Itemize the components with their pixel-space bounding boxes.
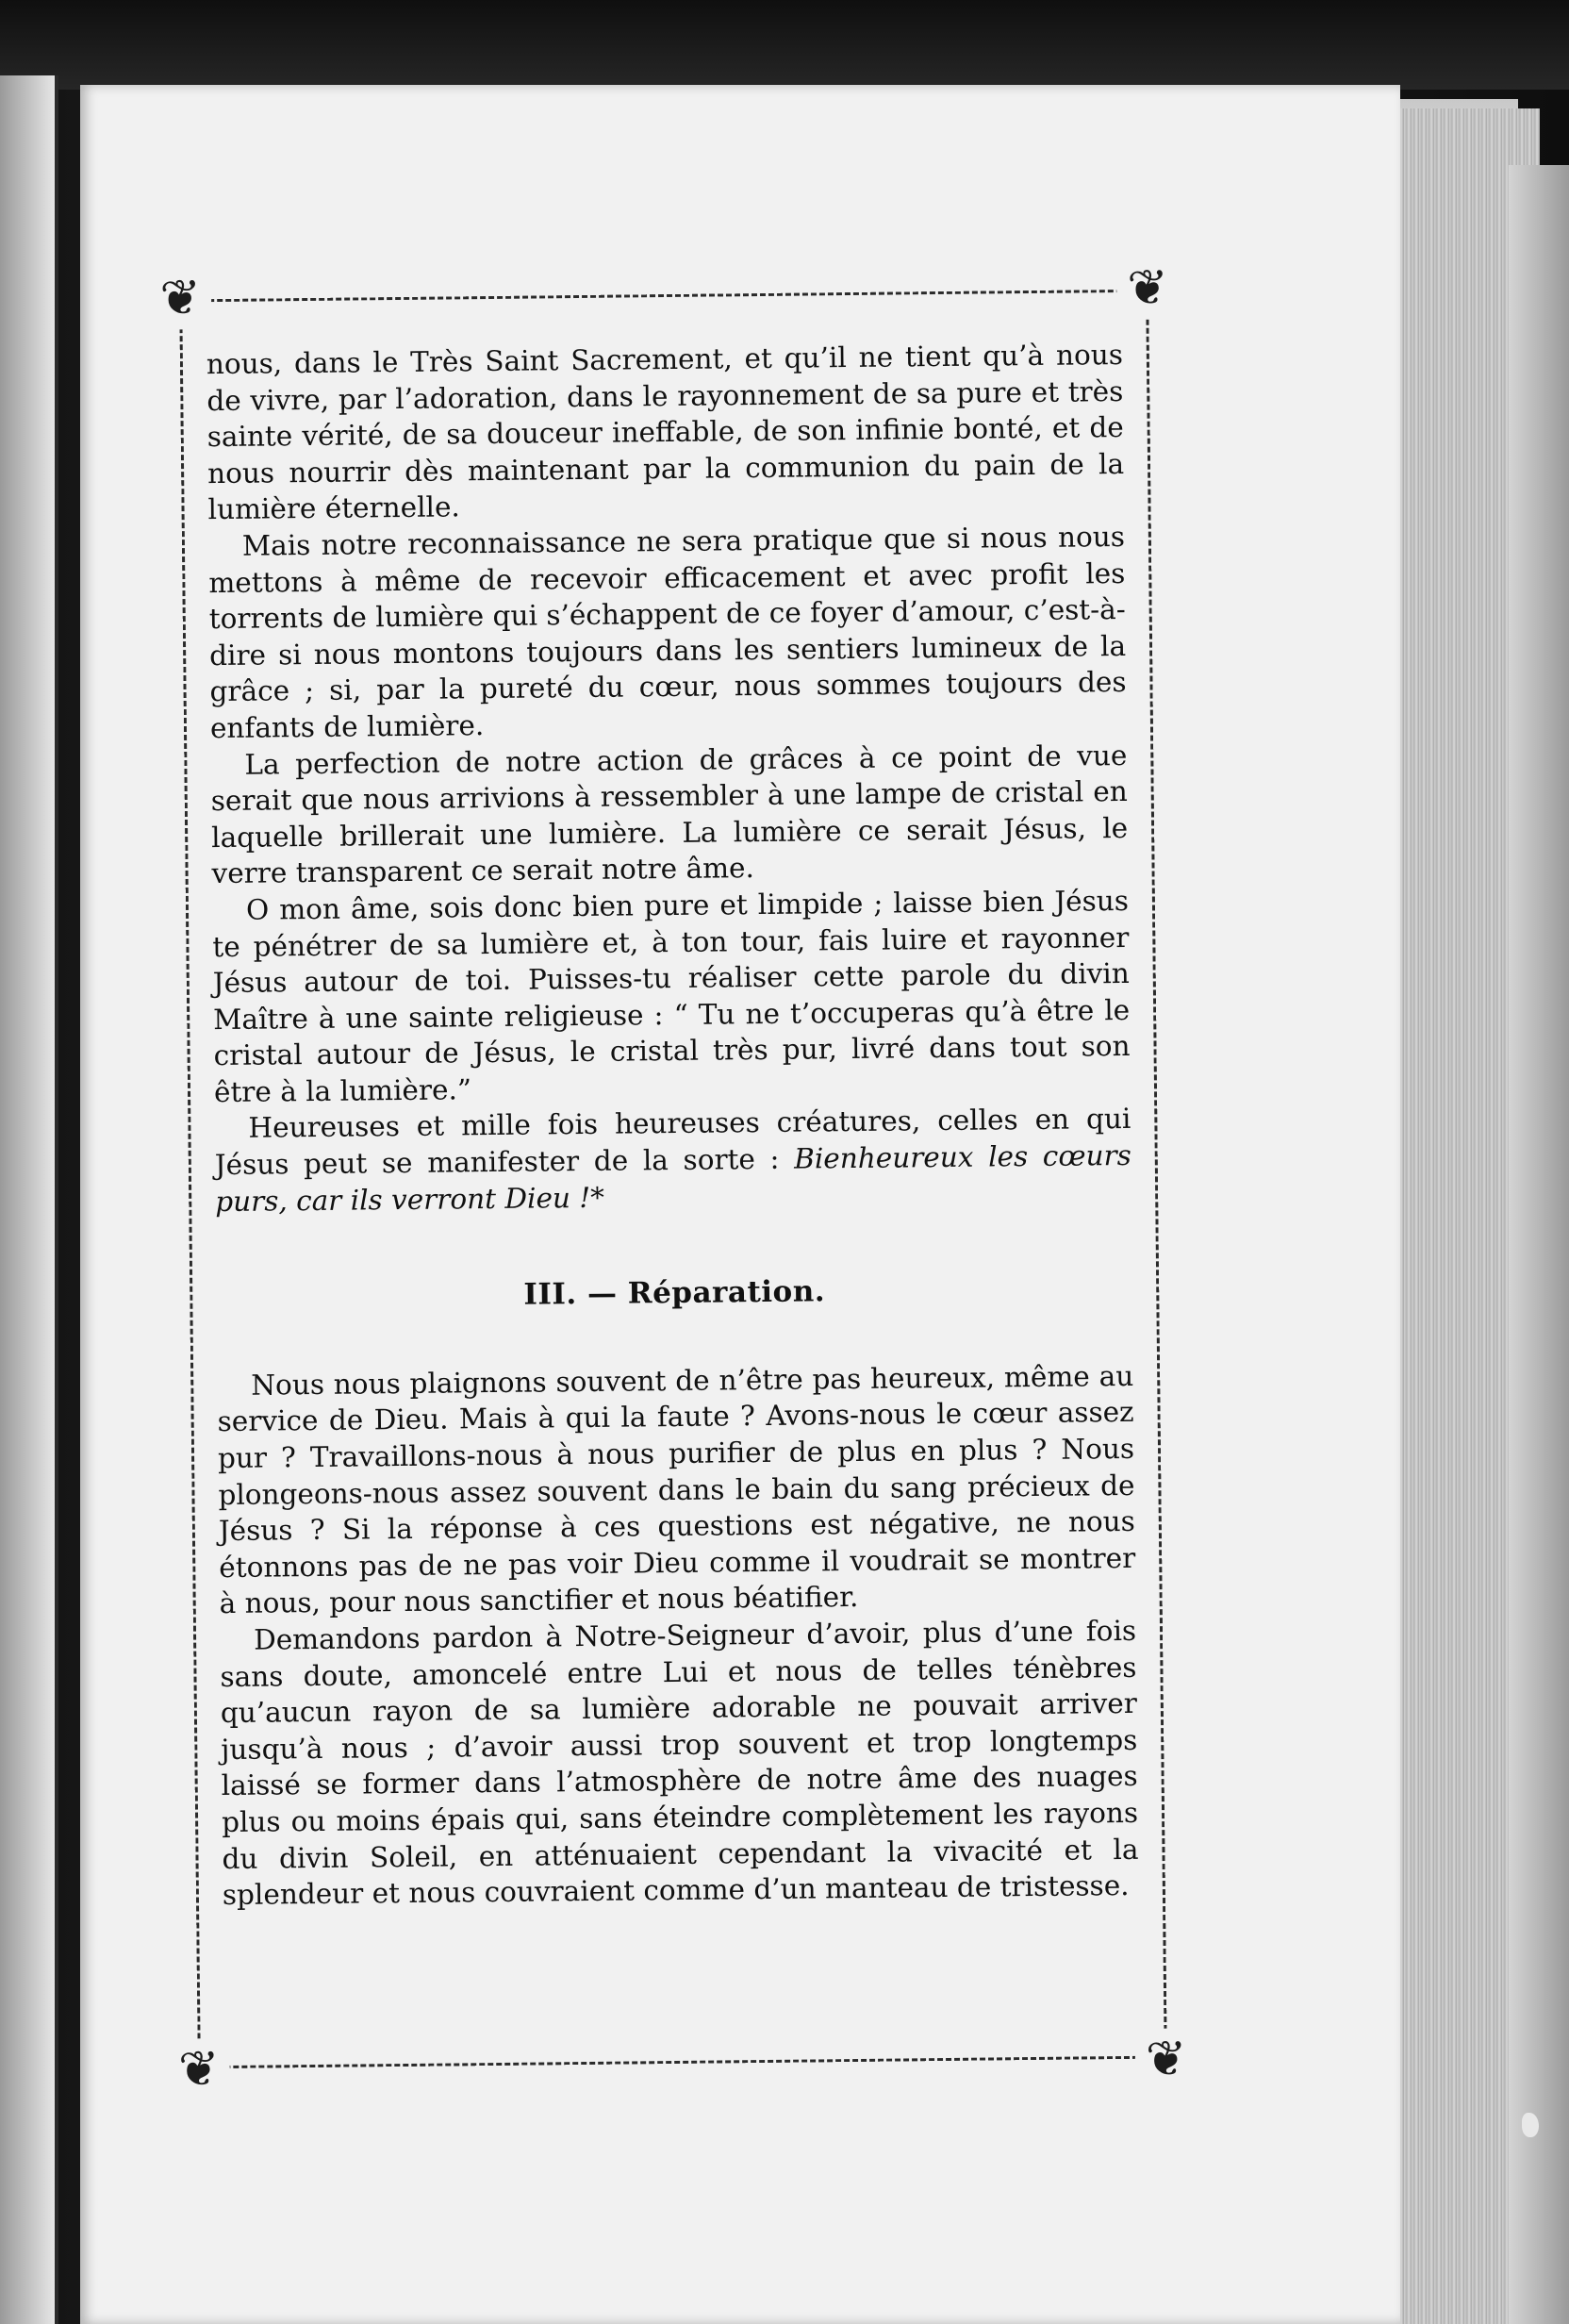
paragraph: Nous nous plaignons souvent de n’être pas heureux, même au service de Dieu. Mais à qui la faute ? Avons-nous le cœur assez pur ? Travaillons-nous à nous purifier de plus en plus ? Nous plongeons-nous assez souvent dans le bain du sang précieux de Jésus ? Si la réponse à ces questions est négative, ne nous étonnons pas de ne pas voir Dieu comme il voudrait se montrer à nous, pour nous sanctifier et nous béatifier.: [217, 1359, 1136, 1620]
floral-ornament-icon: ❦: [1116, 257, 1180, 320]
floral-ornament-icon: ❦: [1134, 2028, 1197, 2091]
paragraph: Demandons pardon à Notre-Seigneur d’avoir, plus d’une fois sans doute, amoncelé entre Lui et nous de telles ténèbres qu’aucun rayon de sa lumière adorable ne pouvait arriver jusqu’à nous ; d’avoir aussi trop souvent et trop longtemps laissé se former dans l’atmosphère de notre âme des nuages plus ou moins épais qui, sans éteindre complètement les rayons du divin Soleil, en atténuaient cependant la vivacité et la splendeur et nous couvraient comme d’un manteau de tristesse.: [220, 1614, 1139, 1912]
dust-speck: [1522, 2113, 1539, 2137]
paragraph: La perfection de notre action de grâces à ce point de vue serait que nous arrivions à ressembler à une lampe de cristal en laquelle brillerait une lumière. La lumière ce serait Jésus, le verre transparent ce serait notre âme.: [210, 739, 1129, 890]
paragraph: Mais notre reconnaissance ne sera pratique que si nous nous mettons à même de recevoir efficacement et avec profit les torrents de lumière qui s’échappent de ce foyer d’amour, c’est-à-dire si nous montons toujours dans les sentiers lumineux de la grâce ; si, par la pureté du cœur, nous sommes toujours des enfants de lumière.: [208, 520, 1127, 745]
page-text: [206, 337, 1139, 1914]
background-dark: [0, 0, 1569, 90]
beatitude-quote: Bienheureux les cœurs purs, car ils verront Dieu !*: [215, 1138, 1131, 1218]
paragraph: [214, 1101, 1131, 1220]
book-cover-edge: [1509, 165, 1569, 2324]
floral-ornament-icon: ❦: [149, 267, 212, 330]
paragraph: nous, dans le Très Saint Sacrement, et qu’il ne tient qu’à nous de vivre, par l’adoration, dans le rayonnement de sa pure et très sainte vérité, de sa douceur ineffable, de son infinie bonté, et de nous nourrir dès maintenant par la communion du pain de la lumière éternelle.: [206, 338, 1125, 526]
paragraph-text: Heureuses et mille fois heureuses créatures, celles en qui Jésus peut se manifester de la sorte :: [214, 1103, 1131, 1182]
floral-ornament-icon: ❦: [168, 2038, 231, 2101]
paragraph: O mon âme, sois donc bien pure et limpide ; laisse bien Jésus te pénétrer de sa lumière et, à ton tour, fais luire et rayonner Jésus autour de toi. Puisses-tu réaliser cette parole du divin Maître à une sainte religieuse : “ Tu ne t’occuperas qu’à être le cristal autour de Jésus, le cristal très pur, livré dans tout son être à la lumière.”: [212, 884, 1131, 1108]
facing-page-edge: [0, 75, 58, 2324]
section-heading: III. — Réparation.: [523, 1274, 826, 1312]
ornamental-frame: [159, 259, 1187, 2099]
